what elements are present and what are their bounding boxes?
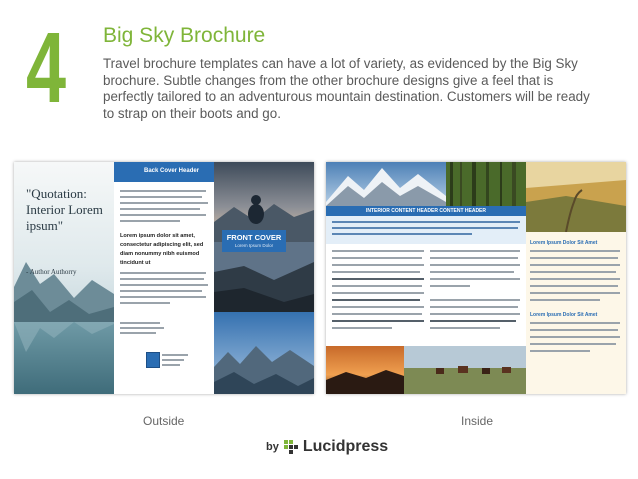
outside-caption: Outside [143, 414, 185, 428]
inside-bottom-photos [326, 346, 526, 394]
inside-intro [326, 216, 526, 244]
inside-right-text [526, 232, 626, 394]
footer-brand: Lucidpress [302, 438, 389, 455]
outside-right-panel [214, 162, 314, 394]
back-cover-header: Back Cover Header [114, 162, 214, 182]
front-cover-box [222, 230, 286, 252]
front-cover-subtitle: Lorem Ipsum Dolor [234, 243, 274, 248]
logo-placeholder-icon [146, 352, 160, 368]
mountain-path-image [526, 162, 626, 232]
inside-banner: INTERIOR CONTENT HEADER CONTENT HEADER [326, 206, 526, 216]
footer-by: by [266, 441, 279, 453]
side-header-2: Lorem Ipsum Dolor Sit Amet [530, 312, 598, 318]
outside-left-panel [14, 162, 114, 394]
slide-number: 4 [26, 12, 64, 124]
lucidpress-logo-icon [284, 440, 298, 454]
front-cover-title: FRONT COVER [226, 233, 282, 242]
quote-text: "Quotation: Interior Lorem ipsum" [26, 186, 103, 233]
footer-branding [266, 438, 388, 456]
back-cover-bold-text: Lorem ipsum dolor sit amet, consectetur adipiscing elit, sed diam nonummy nibh euismod tincidunt ut [120, 233, 204, 266]
quote-author: - Author Authorry [26, 268, 77, 276]
front-cover-image [214, 162, 314, 394]
description: Travel brochure templates can have a lot of variety, as evidenced by the Big Sky brochure. Subtle changes from the other brochure designs give a feel that is perfectly tailored to an adventurous mountain destination. Customers will be ready to strap on their boots and go. [103, 56, 590, 121]
outside-brochure [14, 162, 314, 394]
page-title: Big Sky Brochure [103, 24, 266, 47]
side-header-1: Lorem Ipsum Dolor Sit Amet [530, 240, 598, 246]
inside-caption: Inside [461, 414, 494, 428]
outside-middle-panel [114, 162, 214, 394]
inside-brochure [326, 162, 626, 394]
